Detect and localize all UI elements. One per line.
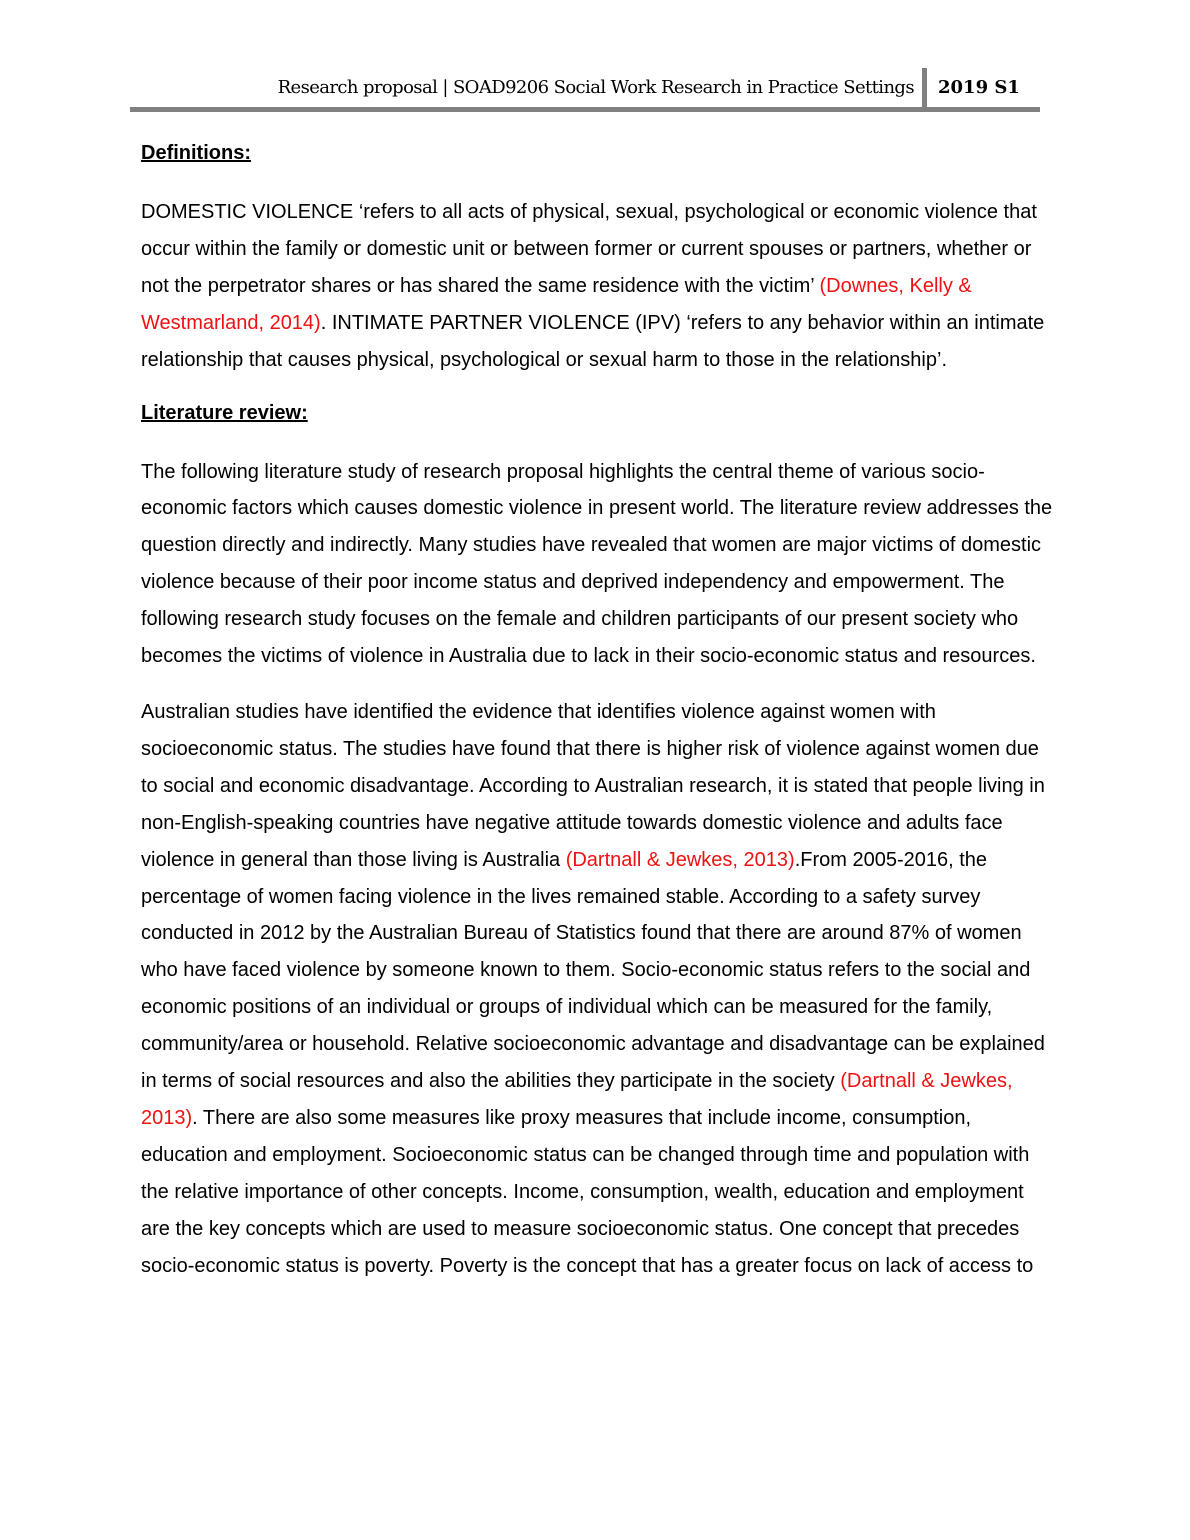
definitions-text-1: DOMESTIC VIOLENCE ‘refers to all acts of physical, sexual, psychological or economic violence that occur within the family or domestic unit or between former or current spouses or partners, whether or not the perpetrator shares or has shared the same residence with the victim’ — [141, 201, 1037, 297]
literature-p2-text-3: . There are also some measures like proxy measures that include income, consumption, education and employment. Socioeconomic status can be changed through time and population with the relative importance of other concepts. Income, consumption, wealth, education and employment are the key concepts which are used to measure socioeconomic status. One concept that precedes socio-economic status is poverty. Poverty is the concept that has a greater focus on lack of access to — [141, 1106, 1034, 1277]
citation-downes: (Downes, Kelly & Westmarland, 2014) — [141, 274, 972, 334]
definitions-text-2: . INTIMATE PARTNER VIOLENCE (IPV) ‘refers to any behavior within an intimate relationship that causes physical, psychological or sexual harm to those in the relationship’. — [141, 311, 1045, 371]
definitions-paragraph — [141, 194, 1053, 379]
header-divider — [922, 68, 927, 107]
literature-p2-text-1: Australian studies have identified the evidence that identifies violence against women with socioeconomic status. The studies have found that there is higher risk of violence against women due to social and economic disadvantage. According to Australian research, it is stated that people living in non-English-speaking countries have negative attitude towards domestic violence and adults face violence in general than those living is Australia — [141, 700, 1045, 871]
definitions-heading: Definitions: — [141, 142, 251, 164]
citation-dartnall-1: (Dartnall & Jewkes, 2013) — [565, 848, 795, 871]
literature-p2-text-2: .From 2005-2016, the percentage of women facing violence in the lives remained stable. According to a safety survey conducted in 2012 by the Australian Bureau of Statistics found that there are around 87% of women who have faced violence by someone known to them. Socio-economic status refers to the social and economic positions of an individual or groups of individual which can be measured for the family, community/area or household. Relative socioeconomic advantage and disadvantage can be explained in terms of social resources and also the abilities they participate in the society — [141, 848, 1045, 1093]
header-year: 2019 S1 — [938, 77, 1020, 98]
literature-review-heading: Literature review: — [141, 401, 308, 424]
document-body — [141, 138, 1053, 1303]
literature-paragraph-2 — [141, 694, 1053, 1285]
header-title: Research proposal | SOAD9206 Social Work Research in Practice Settings — [277, 77, 914, 98]
citation-dartnall-2: (Dartnall & Jewkes, 2013) — [141, 1070, 1013, 1129]
literature-paragraph-1: The following literature study of research proposal highlights the central theme of various socio-economic factors which causes domestic violence in present world. The literature review addresses the question directly and indirectly. Many studies have revealed that women are major victims of domestic violence because of their poor income status and deprived independency and empowerment. The following research study focuses on the female and children participants of our present society who becomes the victims of violence in Australia due to lack in their socio-economic status and resources. — [141, 460, 1053, 668]
page-header — [130, 68, 1040, 112]
